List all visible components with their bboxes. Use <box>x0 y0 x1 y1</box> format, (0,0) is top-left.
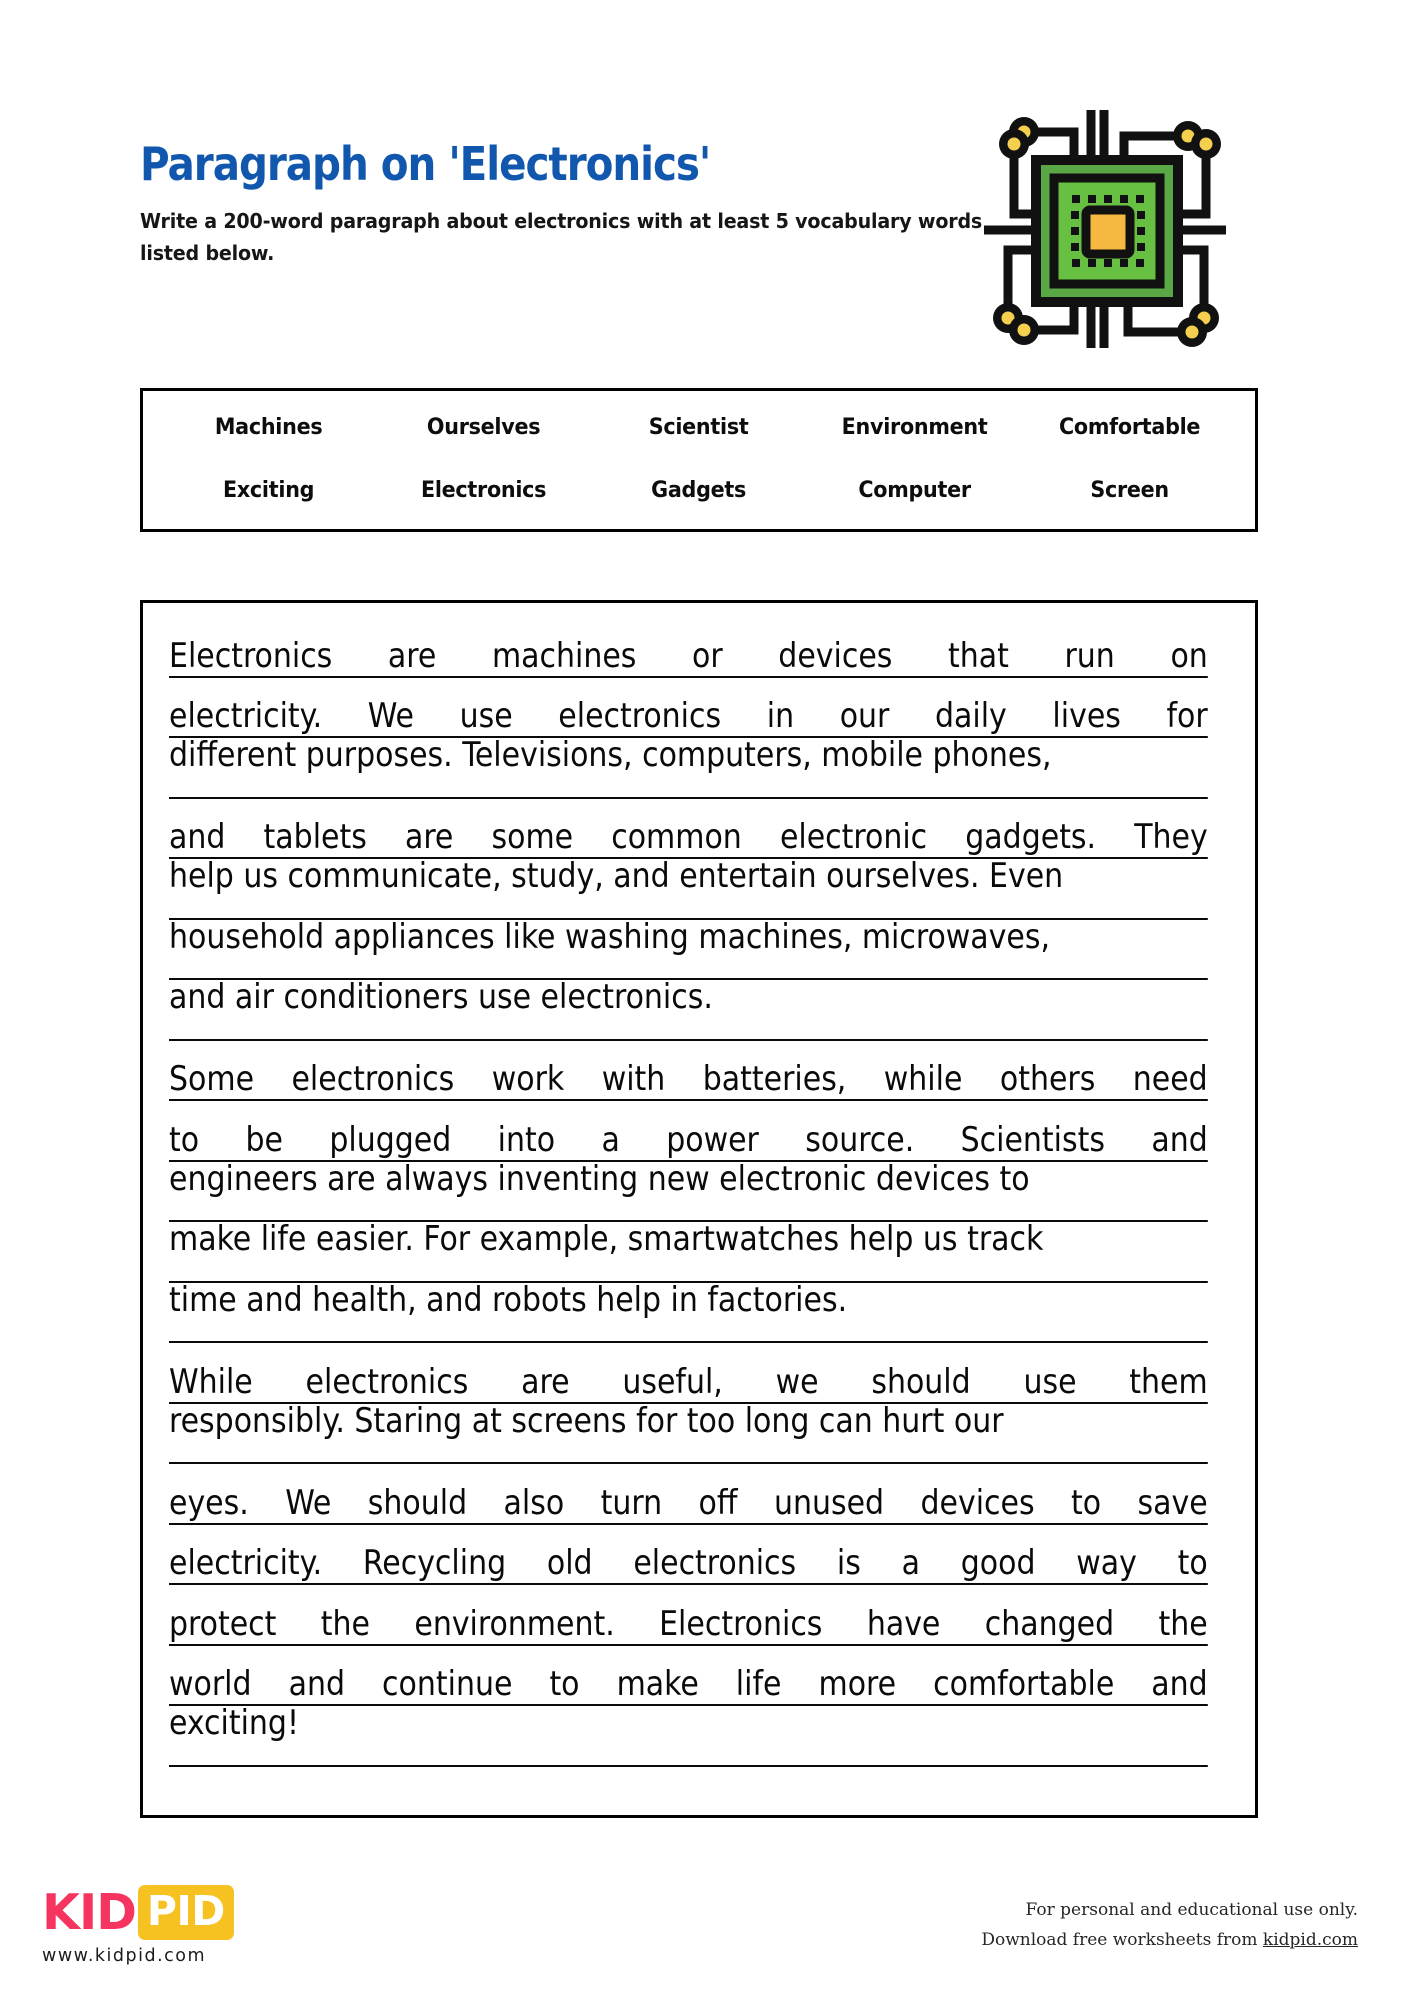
answer-word: gadgets. <box>965 817 1097 857</box>
answer-line <box>169 1525 1208 1586</box>
answer-line: time and health, and robots help in factories. <box>169 1283 1208 1344</box>
vocabulary-word: Comfortable <box>1058 413 1201 440</box>
answer-word: eyes. <box>169 1482 249 1523</box>
vocabulary-word: Scientist <box>649 413 749 440</box>
answer-word: They <box>1134 817 1208 857</box>
page-title: Paragraph on 'Electronics' <box>140 137 711 191</box>
answer-word: and <box>1151 1664 1208 1704</box>
answer-word: to <box>1071 1482 1102 1523</box>
footer-note <box>981 1896 1358 1956</box>
vocabulary-word: Machines <box>214 413 323 440</box>
answer-word: We <box>285 1482 332 1523</box>
answer-line: different purposes. Televisions, computers, mobile phones, <box>169 738 1208 799</box>
answer-word: a <box>901 1543 921 1583</box>
answer-word: save <box>1137 1482 1208 1523</box>
footer-usage-line: For personal and educational use only. <box>1025 1900 1358 1920</box>
vocabulary-word: Screen <box>1090 476 1169 503</box>
vocabulary-word: Ourselves <box>427 413 541 440</box>
answer-word: also <box>503 1482 565 1523</box>
answer-word: devices <box>920 1482 1035 1523</box>
answer-word: electronic <box>779 817 928 857</box>
answer-line <box>169 1646 1208 1707</box>
answer-word: on <box>1170 635 1208 676</box>
answer-line: responsibly. Staring at screens for too long can hurt our <box>169 1404 1208 1465</box>
answer-word: daily <box>934 696 1007 736</box>
instructions-text: Write a 200-word paragraph about electronics with at least 5 vocabulary words listed below. <box>140 209 983 266</box>
answer-word: electricity. <box>169 696 323 736</box>
answer-line: help us communicate, study, and entertain ourselves. Even <box>169 859 1208 920</box>
answer-word: electricity. <box>169 1543 323 1583</box>
answer-word: environment. <box>414 1603 615 1644</box>
answer-word: unused <box>773 1482 885 1523</box>
answer-word: world <box>169 1664 252 1704</box>
answer-word: machines <box>491 635 637 676</box>
answer-word: useful, <box>622 1361 723 1402</box>
answer-word: Electronics <box>659 1603 823 1644</box>
answer-word: have <box>866 1603 941 1644</box>
answer-word: are <box>387 635 437 676</box>
answer-word: the <box>1158 1603 1208 1644</box>
answer-word: way <box>1076 1543 1137 1583</box>
answer-word: need <box>1132 1059 1208 1099</box>
answer-word: turn <box>600 1482 663 1523</box>
vocabulary-row <box>161 395 1237 458</box>
answer-word: others <box>999 1059 1096 1099</box>
vocabulary-word: Electronics <box>421 476 547 503</box>
answer-line <box>169 1101 1208 1162</box>
answer-line: and air conditioners use electronics. <box>169 980 1208 1041</box>
vocabulary-row <box>161 458 1237 521</box>
answer-word: electronics <box>305 1361 469 1402</box>
answer-word: are <box>404 817 454 857</box>
answer-word: should <box>871 1361 971 1402</box>
answer-word: Recycling <box>362 1543 507 1583</box>
answer-word: off <box>698 1482 738 1523</box>
answer-word: tablets <box>263 817 367 857</box>
logo-mark <box>42 1884 302 1940</box>
answer-line <box>169 1041 1208 1102</box>
answer-line <box>169 617 1208 678</box>
answer-word: work <box>491 1059 565 1099</box>
answer-line: exciting! <box>169 1706 1208 1767</box>
answer-word: good <box>960 1543 1036 1583</box>
answer-line: engineers are always inventing new electronic devices to <box>169 1162 1208 1223</box>
answer-word: we <box>775 1361 819 1402</box>
logo-website-url: www.kidpid.com <box>42 1946 207 1966</box>
answer-word: should <box>367 1482 468 1523</box>
answer-word: batteries, <box>702 1059 847 1099</box>
answer-word: or <box>692 635 723 676</box>
answer-word: the <box>320 1603 370 1644</box>
answer-word: and <box>1151 1119 1208 1160</box>
answer-word: lives <box>1052 696 1121 736</box>
answer-word: some <box>491 817 574 857</box>
answer-word: in <box>766 696 795 736</box>
answer-word: while <box>883 1059 963 1099</box>
answer-line <box>169 1585 1208 1646</box>
answer-word: are <box>521 1361 570 1402</box>
answer-word: is <box>836 1543 861 1583</box>
answer-word: protect <box>169 1603 277 1644</box>
answer-word: source. <box>805 1119 915 1160</box>
answer-word: devices <box>778 635 893 676</box>
answer-word: run <box>1064 635 1115 676</box>
answer-word: to <box>1177 1543 1208 1583</box>
answer-word: We <box>367 696 414 736</box>
vocabulary-box <box>140 388 1258 532</box>
answer-word: use <box>1023 1361 1077 1402</box>
answer-word: use <box>459 696 513 736</box>
answer-word: comfortable <box>933 1664 1115 1704</box>
answer-word: and <box>288 1664 346 1704</box>
answer-word: Electronics <box>169 635 333 676</box>
microchip-icon <box>978 102 1230 354</box>
kidpid-logo <box>42 1884 302 1966</box>
answer-line <box>169 678 1208 739</box>
answer-word: to <box>169 1119 200 1160</box>
vocabulary-word: Exciting <box>222 476 315 503</box>
answer-line: make life easier. For example, smartwatches help us track <box>169 1222 1208 1283</box>
answer-word: to <box>549 1664 580 1704</box>
answer-word: life <box>735 1664 782 1704</box>
answer-word: our <box>839 696 890 736</box>
answer-word: changed <box>984 1603 1115 1644</box>
answer-word: power <box>666 1119 759 1160</box>
answer-word: with <box>601 1059 666 1099</box>
answer-word: more <box>818 1664 897 1704</box>
answer-word: electronics <box>558 696 722 736</box>
answer-line <box>169 799 1208 860</box>
answer-line <box>169 1464 1208 1525</box>
answer-word: electronics <box>633 1543 797 1583</box>
answer-word: Some <box>169 1059 255 1099</box>
answer-line: household appliances like washing machines, microwaves, <box>169 920 1208 981</box>
answer-word: a <box>601 1119 620 1160</box>
answer-paragraph-box[interactable] <box>140 600 1258 1818</box>
answer-word: make <box>616 1664 699 1704</box>
answer-word: common <box>611 817 742 857</box>
answer-word: into <box>497 1119 556 1160</box>
answer-word: Scientists <box>960 1119 1105 1160</box>
logo-pid-badge: PID <box>138 1885 234 1940</box>
vocabulary-word: Gadgets <box>651 476 747 503</box>
answer-word: old <box>546 1543 593 1583</box>
answer-word: them <box>1129 1361 1208 1402</box>
footer-download-prefix: Download free worksheets from <box>981 1929 1263 1950</box>
answer-word: While <box>169 1361 253 1402</box>
header <box>140 137 983 270</box>
answer-word: for <box>1166 696 1208 736</box>
logo-kid-text: KID <box>42 1883 136 1941</box>
answer-word: electronics <box>291 1059 455 1099</box>
vocabulary-word: Computer <box>857 476 971 503</box>
answer-word: and <box>169 817 226 857</box>
footer-download-line <box>981 1926 1358 1956</box>
answer-word: be <box>245 1119 283 1160</box>
answer-word: that <box>948 635 1009 676</box>
kidpid-link[interactable]: kidpid.com <box>1262 1929 1358 1950</box>
answer-word: plugged <box>329 1119 452 1160</box>
answer-word: continue <box>382 1664 513 1704</box>
vocabulary-word: Environment <box>841 413 988 440</box>
answer-line <box>169 1343 1208 1404</box>
